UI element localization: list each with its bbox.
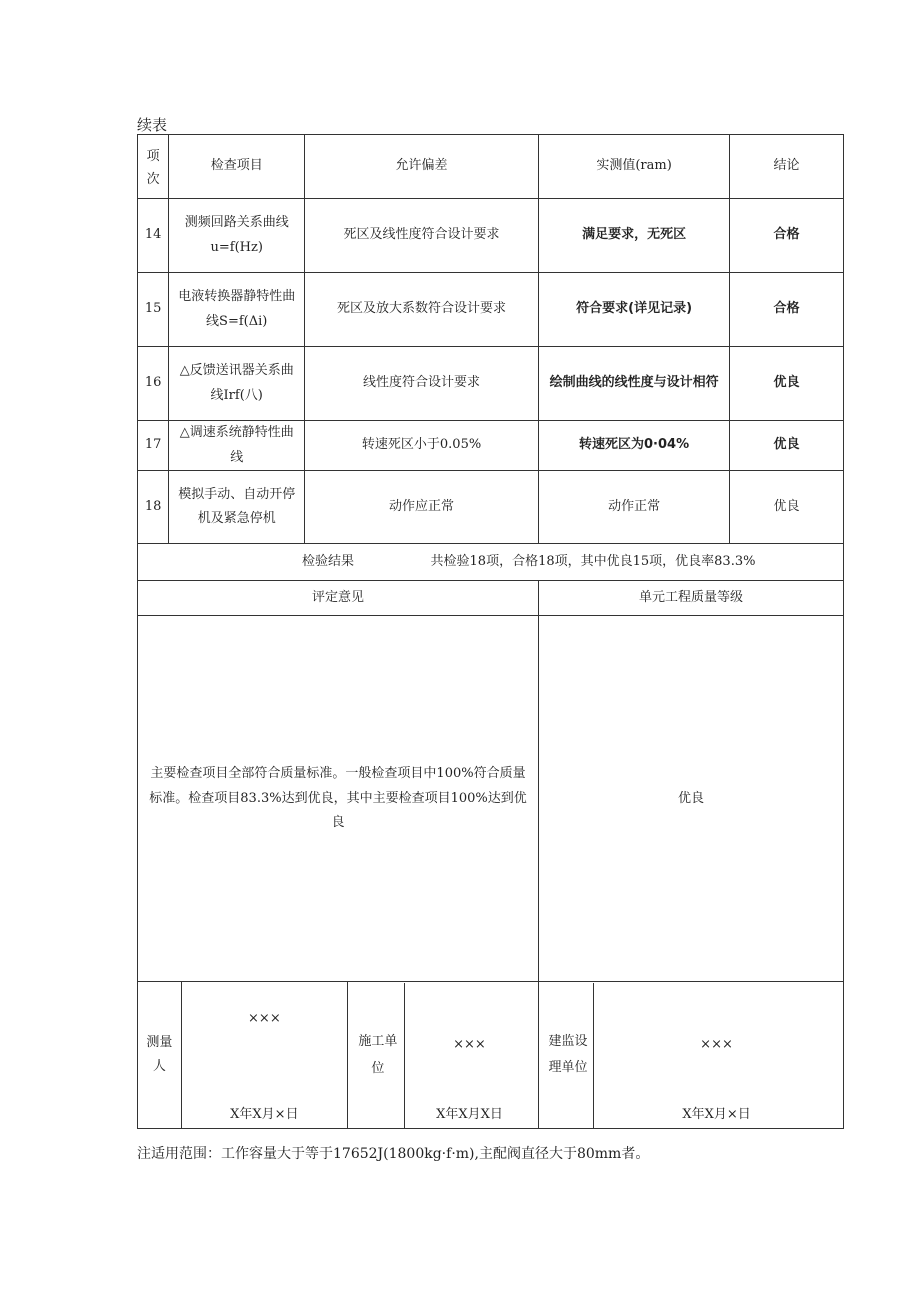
row-item: 测频回路关系曲线u=f(Hz) (169, 199, 305, 273)
row-tolerance: 死区及线性度符合设计要求 (305, 199, 539, 273)
signature-measurer (181, 982, 347, 1129)
table-row (138, 471, 844, 544)
row-conclusion: 合格 (730, 273, 844, 347)
header-tolerance: 允许偏差 (305, 135, 539, 199)
row-no: 18 (138, 471, 169, 544)
row-measured: 动作正常 (539, 471, 730, 544)
signature-date: X年X月×日 (682, 1107, 751, 1123)
row-no: 16 (138, 347, 169, 421)
row-conclusion: 合格 (730, 199, 844, 273)
header-item: 检查项目 (169, 135, 305, 199)
row-item: 电液转换器静特性曲线S=f(Δi) (169, 273, 305, 347)
signature-date: X年X月×日 (230, 1107, 299, 1123)
signature-label-construction: 施工单位 (352, 983, 405, 1128)
row-measured: 符合要求(详见记录) (539, 273, 730, 347)
inspection-table (137, 134, 844, 1129)
row-item: 模拟手动、自动开停机及紧急停机 (169, 471, 305, 544)
assessment-row (138, 616, 844, 982)
row-measured: 满足要求，无死区 (539, 199, 730, 273)
signature-label-measurer: 测量人 (138, 982, 182, 1129)
footnote: 注适用范围：工作容量大于等于17652J(1800kg·f·m),主配阀直径大于80mm者。 (137, 1146, 650, 1162)
table-row (138, 273, 844, 347)
row-measured: 绘制曲线的线性度与设计相符 (539, 347, 730, 421)
row-item: △反馈送讯器关系曲线Irf(八) (169, 347, 305, 421)
signature-supervisor-wrap (539, 982, 844, 1129)
result-row (138, 544, 844, 581)
table-row (138, 199, 844, 273)
row-no: 17 (138, 421, 169, 471)
signature-mark: ××× (700, 1036, 733, 1052)
signature-mark: ××× (453, 1036, 486, 1052)
row-conclusion: 优良 (730, 347, 844, 421)
header-row (138, 135, 844, 199)
row-item: △调速系统静特性曲线 (169, 421, 305, 471)
opinion-header: 评定意见 (138, 581, 539, 616)
signature-label-supervisor: 建监设理单位 (543, 983, 594, 1128)
result-label: 检验结果 (302, 554, 355, 570)
grade-header: 单元工程质量等级 (539, 581, 844, 616)
table-caption: 续表 (137, 116, 168, 134)
row-conclusion: 优良 (730, 471, 844, 544)
header-no: 项次 (138, 135, 169, 199)
signature-mark: ××× (248, 1010, 281, 1026)
header-conclusion: 结论 (730, 135, 844, 199)
row-tolerance: 线性度符合设计要求 (305, 347, 539, 421)
row-no: 14 (138, 199, 169, 273)
result-text: 共检验18项，合格18项，其中优良15项，优良率83.3% (430, 554, 756, 570)
table-row (138, 347, 844, 421)
row-no: 15 (138, 273, 169, 347)
row-tolerance: 动作应正常 (305, 471, 539, 544)
table-row (138, 421, 844, 471)
row-measured: 转速死区为0·04% (539, 421, 730, 471)
row-tolerance: 死区及放大系数符合设计要求 (305, 273, 539, 347)
result-cell (138, 544, 844, 581)
header-measured: 实测值(ram) (539, 135, 730, 199)
grade-text: 优良 (539, 616, 844, 982)
signature-row (138, 982, 844, 1129)
assessment-header-row (138, 581, 844, 616)
opinion-text: 主要检查项目全部符合质量标准。一般检查项目中100%符合质量标准。检查项目83.3%达到优良，其中主要检查项目100%达到优良 (138, 616, 539, 982)
row-conclusion: 优良 (730, 421, 844, 471)
signature-construction-wrap (347, 982, 538, 1129)
row-tolerance: 转速死区小于0.05% (305, 421, 539, 471)
signature-date: X年X月X日 (436, 1107, 503, 1123)
